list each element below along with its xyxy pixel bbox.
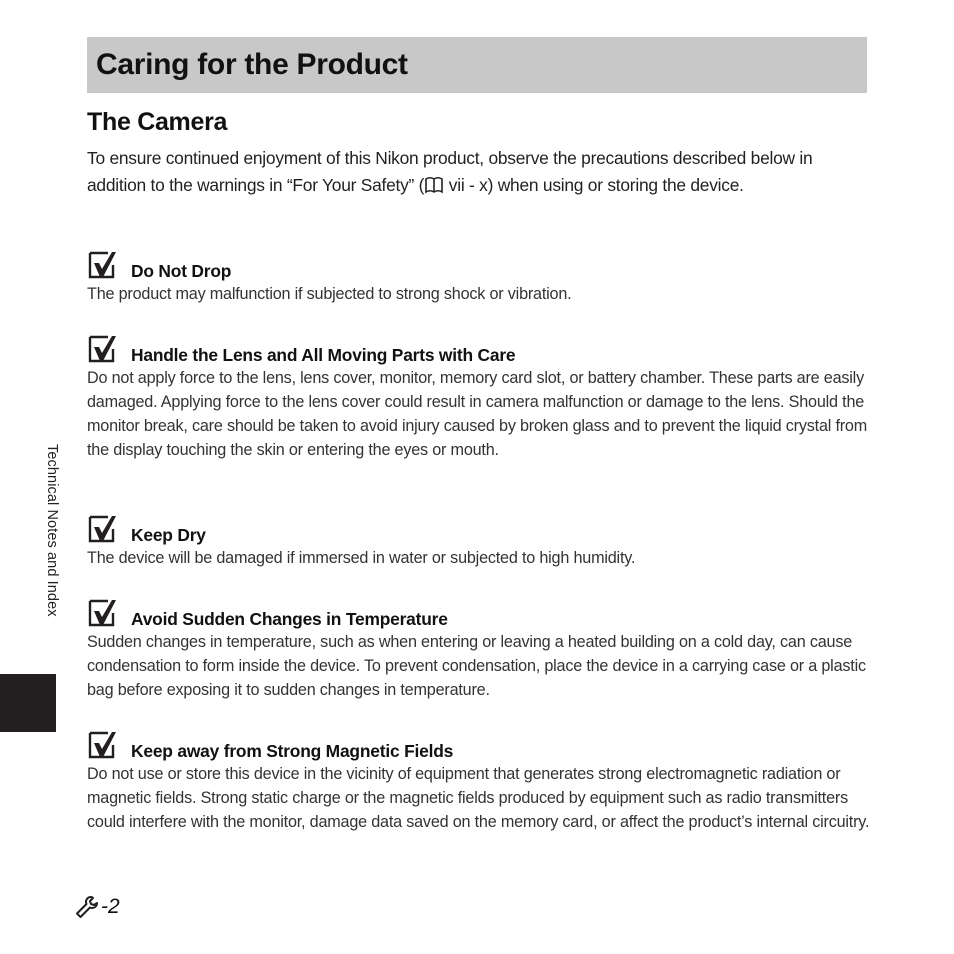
caution-header — [87, 730, 872, 760]
caution-temperature — [87, 598, 872, 702]
caution-header — [87, 250, 872, 280]
page-number-text: -2 — [101, 895, 120, 918]
intro-text-before: To ensure continued enjoyment of this Nikon product, observe the precautions described below in addition to the warnings in “For Your Safety” ( — [87, 148, 813, 195]
caution-header — [87, 598, 872, 628]
caution-body: Sudden changes in temperature, such as when entering or leaving a heated building on a cold day, can cause condensation to form inside the device. To prevent condensation, place the device in a carrying case or a plastic bag before exposing it to sudden changes in temperature. — [87, 633, 866, 699]
caution-header — [87, 514, 872, 544]
intro-paragraph — [87, 145, 867, 201]
caution-title: Keep away from Strong Magnetic Fields — [131, 741, 454, 761]
caution-title: Avoid Sudden Changes in Temperature — [131, 609, 448, 629]
caution-body: The product may malfunction if subjected to strong shock or vibration. — [87, 285, 572, 303]
check-mark-icon — [87, 514, 117, 544]
caution-body: Do not apply force to the lens, lens cover, monitor, memory card slot, or battery chamber. These parts are easily damaged. Applying force to the lens cover could result in camera malfunction or damage to the lens. Should the monitor break, care should be taken to avoid injury caused by broken glass and to prevent the liquid crystal from the display touching the skin or entering the eyes or mouth. — [87, 369, 868, 459]
section-subtitle: The Camera — [87, 108, 228, 136]
caution-title: Handle the Lens and All Moving Parts with Care — [131, 345, 516, 365]
caution-body: Do not use or store this device in the vicinity of equipment that generates strong electromagnetic radiation or magnetic fields. Strong static charge or the magnetic fields produced by equipment such as radio transmitters could interfere with the monitor, damage data saved on the memory card, or affect the product’s internal circuitry. — [87, 765, 870, 831]
chapter-side-label: Technical Notes and Index — [44, 444, 60, 617]
caution-handle-lens — [87, 334, 872, 462]
caution-title: Do Not Drop — [131, 261, 232, 281]
caution-body: The device will be damaged if immersed in water or subjected to high humidity. — [87, 549, 636, 567]
page-title: Caring for the Product — [96, 48, 408, 81]
check-mark-icon — [87, 334, 117, 364]
caution-header — [87, 334, 872, 364]
chapter-tab-marker — [0, 674, 56, 732]
check-mark-icon — [87, 250, 117, 280]
check-mark-icon — [87, 730, 117, 760]
intro-text-after: vii - x) when using or storing the device. — [444, 174, 744, 195]
title-bar — [87, 37, 867, 93]
technical-notes-wrench-icon — [74, 894, 100, 920]
caution-magnetic-fields — [87, 730, 872, 834]
check-mark-icon — [87, 598, 117, 628]
caution-keep-dry — [87, 514, 872, 570]
page-number — [74, 893, 120, 921]
book-reference-icon — [424, 175, 444, 202]
caution-do-not-drop — [87, 250, 872, 306]
caution-title: Keep Dry — [131, 525, 206, 545]
